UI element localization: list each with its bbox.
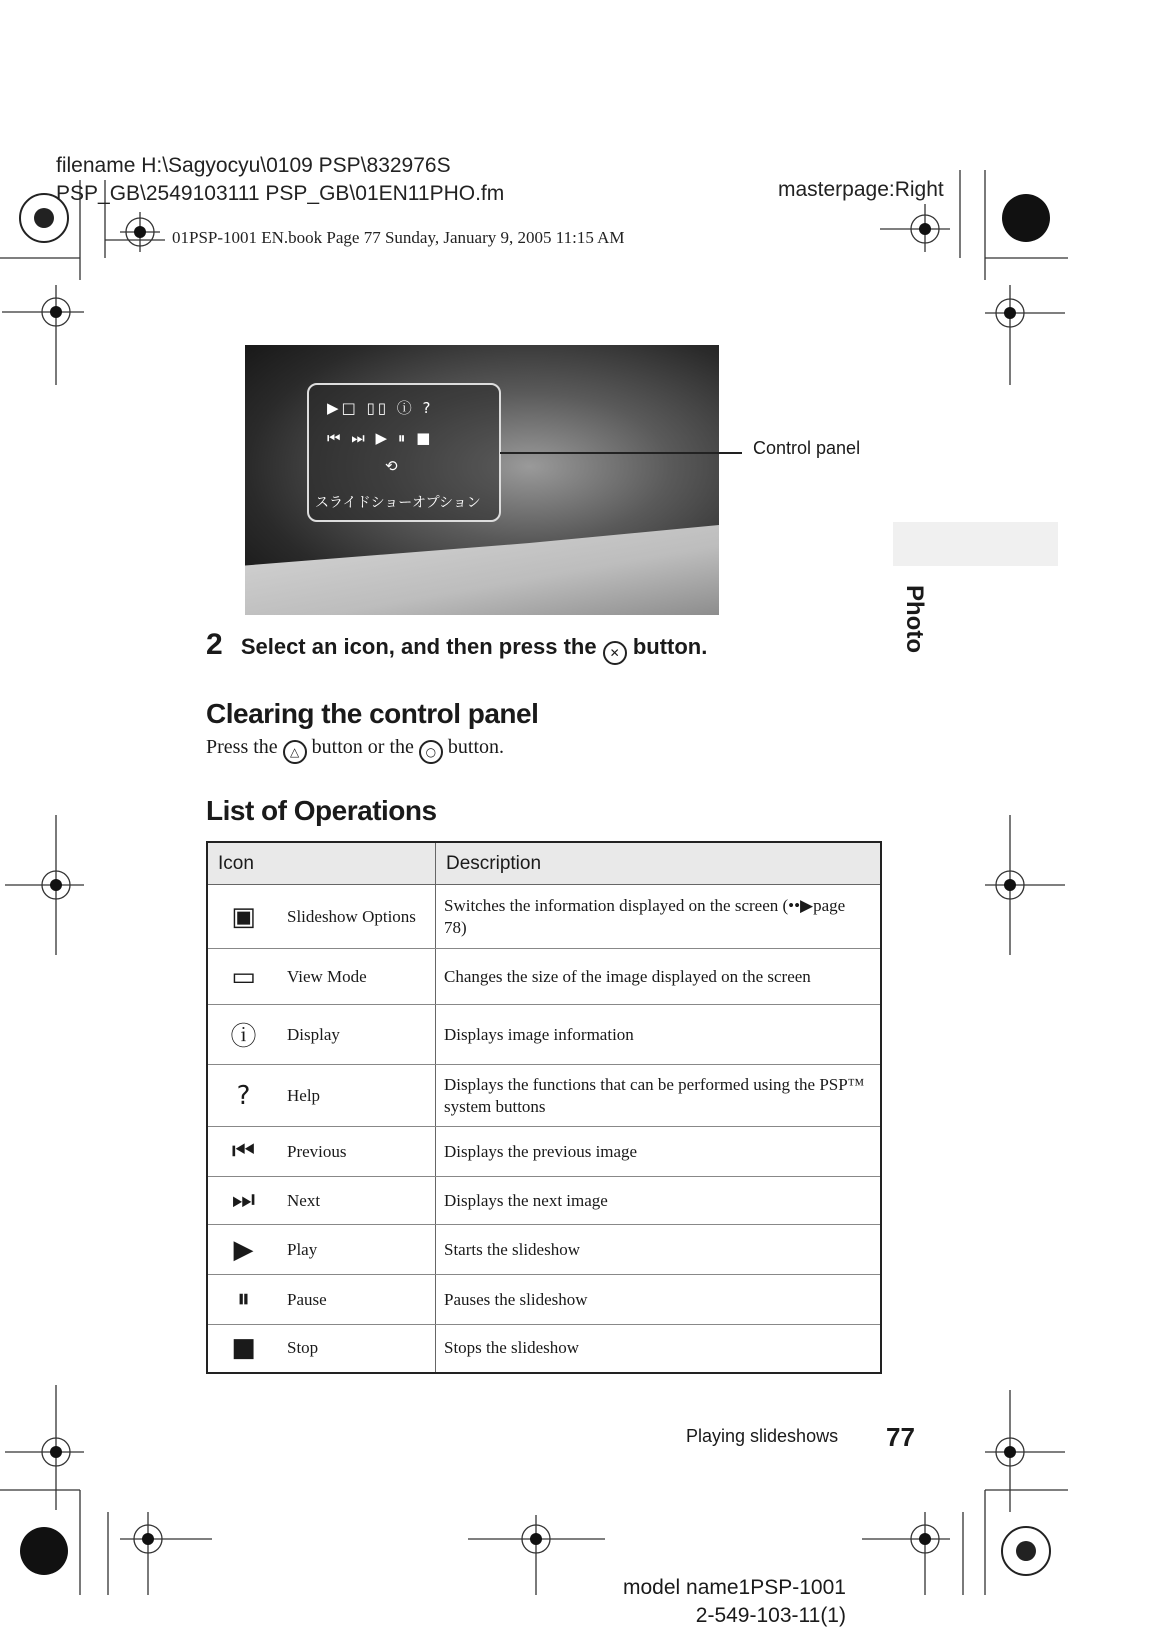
book-info: 01PSP-1001 EN.book Page 77 Sunday, January 9, 2005 11:15 AM bbox=[172, 228, 625, 247]
clearing-text-3: button. bbox=[447, 736, 505, 758]
filename-info bbox=[56, 152, 504, 208]
table-row bbox=[207, 1325, 881, 1373]
step-number: 2 bbox=[206, 628, 223, 661]
panel-icons-row-1: ▶□ ▯▯ ⓘ ? bbox=[327, 399, 434, 417]
panel-label: スライドショーオプション bbox=[315, 495, 481, 511]
masterpage-label: masterpage:Right bbox=[778, 178, 944, 201]
panel-icons-row-2: ⏮ ⏭ ▶ ⏸ ■ bbox=[327, 429, 434, 447]
operation-name: Slideshow Options bbox=[279, 885, 436, 949]
operation-icon: ⓘ bbox=[207, 1005, 279, 1065]
cross-button-icon: ✕ bbox=[603, 641, 627, 665]
table-row bbox=[207, 1177, 881, 1225]
clearing-heading: Clearing the control panel bbox=[206, 698, 539, 729]
operation-name: Next bbox=[279, 1177, 436, 1225]
model-info bbox=[623, 1574, 846, 1630]
clearing-text-1: Press the bbox=[206, 736, 278, 758]
operation-icon: ⏸ bbox=[207, 1275, 279, 1325]
operation-description: Displays the functions that can be performed using the PSP™ system buttons bbox=[436, 1065, 882, 1127]
circle-button-icon: ○ bbox=[419, 740, 443, 764]
operation-icon: ▭ bbox=[207, 949, 279, 1005]
footer-section: Playing slideshows bbox=[686, 1426, 839, 1446]
step-2 bbox=[206, 628, 707, 665]
operation-name: Previous bbox=[279, 1127, 436, 1177]
figure-couch bbox=[245, 525, 719, 615]
operation-description: Changes the size of the image displayed on the screen bbox=[436, 949, 882, 1005]
operation-name: View Mode bbox=[279, 949, 436, 1005]
operation-icon: ? bbox=[207, 1065, 279, 1127]
filename-line-2: PSP_GB\2549103111 PSP_GB\01EN11PHO.fm bbox=[56, 182, 505, 205]
operation-description: Displays the previous image bbox=[436, 1127, 882, 1177]
operations-table bbox=[206, 841, 882, 1374]
operation-icon: ▶ bbox=[207, 1225, 279, 1275]
triangle-button-icon: △ bbox=[283, 740, 307, 764]
operation-description: Stops the slideshow bbox=[436, 1325, 882, 1373]
operation-icon: ⏭ bbox=[207, 1177, 279, 1225]
table-row bbox=[207, 949, 881, 1005]
operation-description: Displays the next image bbox=[436, 1177, 882, 1225]
clearing-text-2: button or the bbox=[311, 736, 414, 758]
operation-name: Display bbox=[279, 1005, 436, 1065]
operation-icon: ▣ bbox=[207, 885, 279, 949]
table-row bbox=[207, 1275, 881, 1325]
side-tab-band bbox=[893, 522, 1058, 566]
col-icon-header: Icon bbox=[207, 842, 436, 885]
table-row bbox=[207, 1225, 881, 1275]
col-description-header: Description bbox=[436, 842, 882, 885]
step-text-before: Select an icon, and then press the bbox=[240, 634, 597, 659]
operation-name: Help bbox=[279, 1065, 436, 1127]
operation-name: Play bbox=[279, 1225, 436, 1275]
table-row bbox=[207, 1005, 881, 1065]
table-header-row bbox=[207, 842, 881, 885]
control-panel-callout: Control panel bbox=[753, 438, 861, 458]
panel-icons-row-3: ⟲ bbox=[385, 457, 401, 475]
model-line-1: model name1PSP-1001 bbox=[623, 1576, 846, 1599]
operation-icon: ⏮ bbox=[207, 1127, 279, 1177]
filename-line-1: filename H:\Sagyocyu\0109 PSP\832976S bbox=[56, 154, 451, 177]
table-row bbox=[207, 1127, 881, 1177]
operation-description: Displays image information bbox=[436, 1005, 882, 1065]
operation-description: Switches the information displayed on the screen (••▶page 78) bbox=[436, 885, 882, 949]
page-number: 77 bbox=[886, 1422, 915, 1452]
table-row bbox=[207, 1065, 881, 1127]
control-panel-overlay bbox=[307, 383, 501, 522]
table-body bbox=[207, 885, 881, 1373]
operation-name: Stop bbox=[279, 1325, 436, 1373]
operation-description: Starts the slideshow bbox=[436, 1225, 882, 1275]
operations-heading: List of Operations bbox=[206, 795, 437, 826]
table-row bbox=[207, 885, 881, 949]
step-text-after: button. bbox=[632, 634, 708, 659]
screenshot-figure bbox=[245, 345, 719, 615]
operation-icon: ■ bbox=[207, 1325, 279, 1373]
clearing-text bbox=[206, 736, 504, 764]
callout-line bbox=[500, 452, 742, 454]
model-line-2: 2-549-103-11(1) bbox=[695, 1604, 846, 1627]
side-tab-label: Photo bbox=[901, 585, 928, 653]
operation-description: Pauses the slideshow bbox=[436, 1275, 882, 1325]
operation-name: Pause bbox=[279, 1275, 436, 1325]
